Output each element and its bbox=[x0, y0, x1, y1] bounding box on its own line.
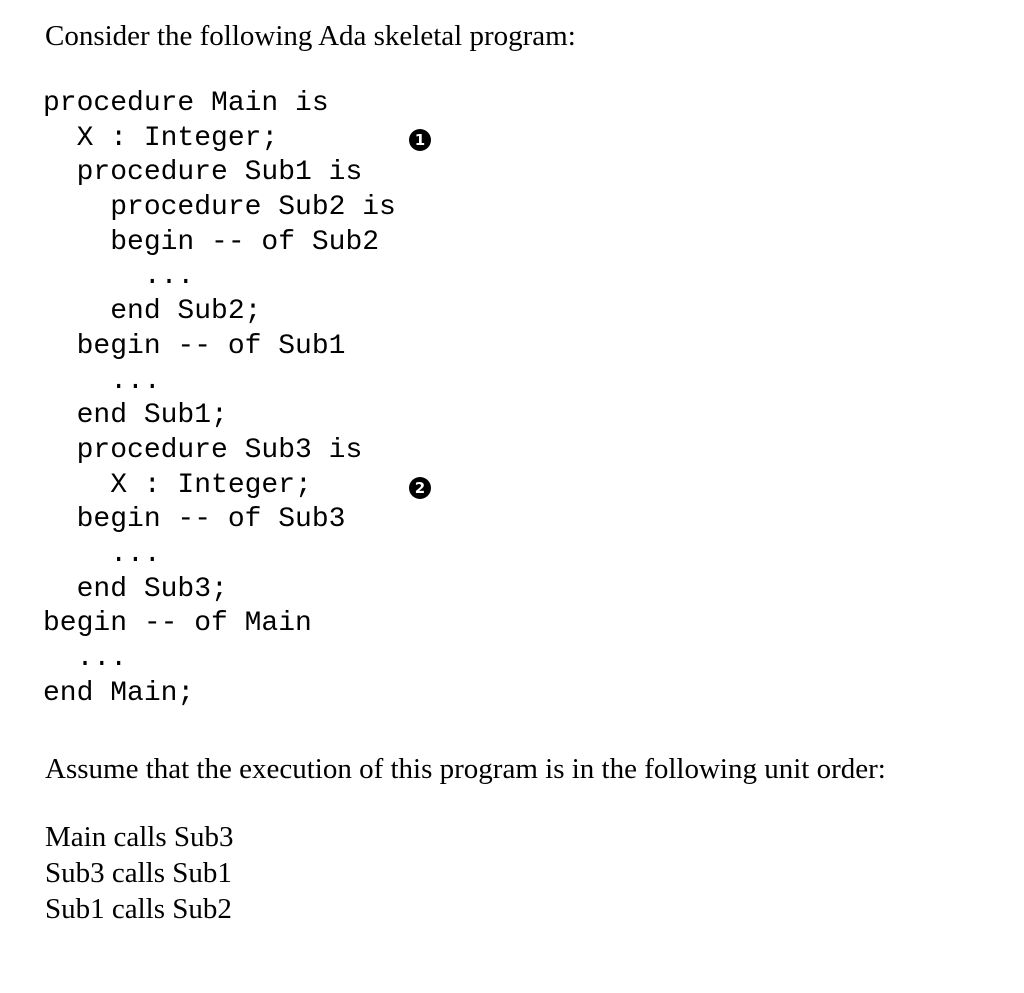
code-line: ... bbox=[43, 365, 161, 397]
code-line: ... bbox=[43, 261, 195, 293]
marker-two-badge: 2 bbox=[409, 477, 431, 499]
marker-one-badge: 1 bbox=[409, 129, 431, 151]
code-line: X : Integer; bbox=[43, 122, 279, 154]
code-line: procedure Sub3 is bbox=[43, 434, 363, 466]
call-line: Sub1 calls Sub2 bbox=[45, 893, 232, 925]
code-line: procedure Sub1 is bbox=[43, 157, 363, 189]
code-line: begin -- of Sub3 bbox=[43, 504, 346, 536]
code-line: end Sub3; bbox=[43, 573, 228, 605]
call-line: Main calls Sub3 bbox=[45, 821, 234, 853]
call-order-list bbox=[45, 819, 234, 927]
code-line: X : Integer; bbox=[43, 469, 312, 501]
code-line: ... bbox=[43, 643, 128, 674]
code-line: end Main; bbox=[43, 677, 195, 709]
code-block bbox=[43, 87, 396, 711]
code-line: end Sub2; bbox=[43, 296, 262, 328]
call-line: Sub3 calls Sub1 bbox=[45, 857, 232, 889]
code-line: begin -- of Main bbox=[43, 608, 312, 640]
code-line: end Sub1; bbox=[43, 400, 228, 432]
code-line: begin -- of Sub2 bbox=[43, 226, 380, 258]
code-line: begin -- of Sub1 bbox=[43, 330, 346, 362]
code-line: procedure Sub2 is bbox=[43, 192, 396, 224]
assume-text: Assume that the execution of this program is in the following unit order: bbox=[45, 753, 886, 785]
intro-text: Consider the following Ada skeletal program: bbox=[45, 20, 576, 52]
code-line: procedure Main is bbox=[43, 88, 329, 119]
code-line: ... bbox=[43, 538, 161, 570]
